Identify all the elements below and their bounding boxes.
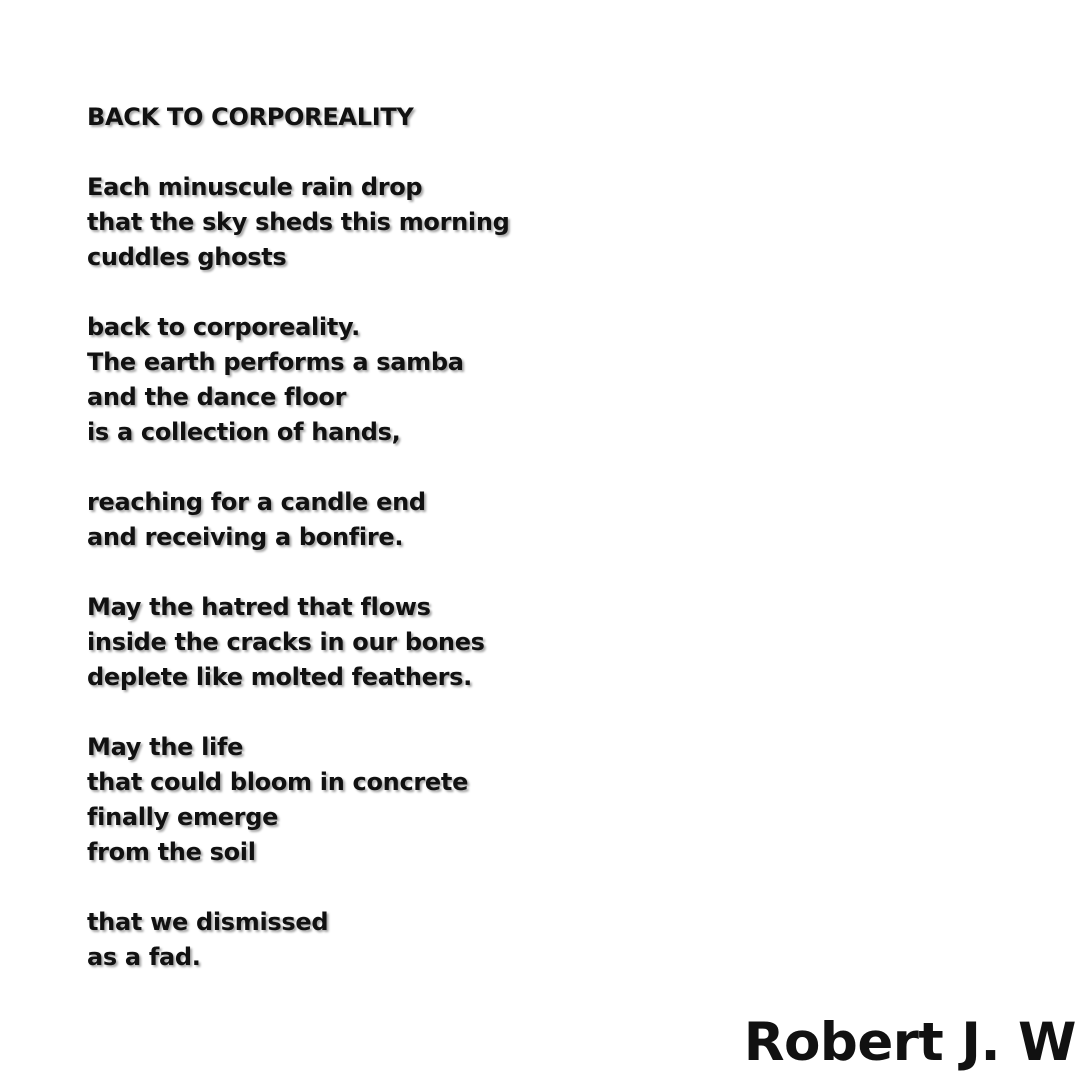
poem-line: as a fad. <box>87 943 201 971</box>
poem-line: and receiving a bonfire. <box>87 523 404 551</box>
poem-line: reaching for a candle end <box>87 488 426 516</box>
poem <box>87 100 787 975</box>
stanza-2 <box>87 310 787 450</box>
poem-line: that could bloom in concrete <box>87 768 469 796</box>
poem-line: is a collection of hands, <box>87 418 401 446</box>
poem-line: and the dance floor <box>87 383 347 411</box>
poem-line: cuddles ghosts <box>87 243 287 271</box>
stanza-5 <box>87 730 787 870</box>
stanza-4 <box>87 590 787 695</box>
poem-line: inside the cracks in our bones <box>87 628 485 656</box>
poem-line: that the sky sheds this morning <box>87 208 510 236</box>
poem-title: BACK TO CORPOREALITY <box>87 103 414 131</box>
stanza-6 <box>87 905 787 975</box>
stanza-3 <box>87 485 787 555</box>
poem-line: finally emerge <box>87 803 279 831</box>
poem-line: May the life <box>87 733 244 761</box>
poem-line: Each minuscule rain drop <box>87 173 423 201</box>
poem-line: May the hatred that flows <box>87 593 431 621</box>
poem-line: deplete like molted feathers. <box>87 663 472 691</box>
stanza-1 <box>87 170 787 275</box>
poem-line: from the soil <box>87 838 256 866</box>
poem-line: that we dismissed <box>87 908 329 936</box>
poem-line: The earth performs a samba <box>87 348 464 376</box>
author-name: Robert J. W <box>743 1012 1076 1073</box>
poem-line: back to corporeality. <box>87 313 360 341</box>
